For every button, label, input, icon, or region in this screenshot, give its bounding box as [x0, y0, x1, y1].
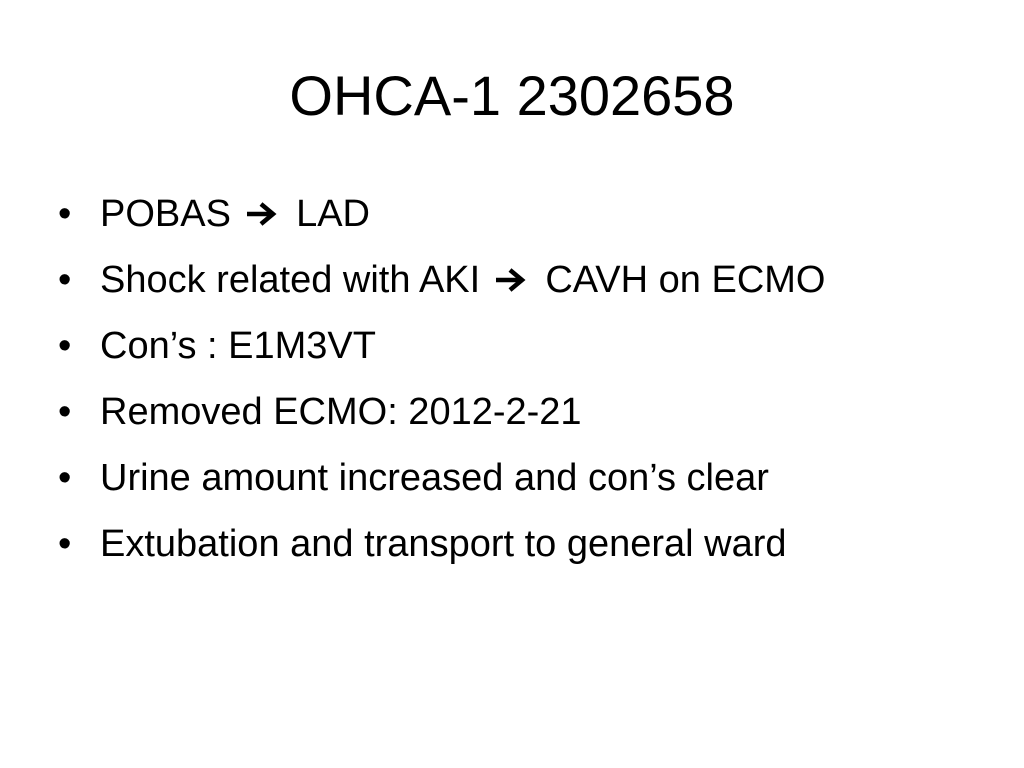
slide-title: OHCA-1 2302658 — [289, 64, 735, 127]
bullet-text-after: CAVH on ECMO — [545, 259, 826, 301]
bullet-marker: • — [58, 259, 72, 301]
bullet-list — [58, 186, 998, 582]
bullet-marker: • — [58, 391, 72, 433]
bullet-marker: • — [58, 457, 72, 499]
bullet-marker: • — [58, 325, 72, 367]
bullet-item — [58, 318, 998, 384]
bullet-marker: • — [58, 523, 72, 565]
bullet-text: Removed ECMO: 2012-2-21 — [100, 391, 582, 433]
bullet-marker: • — [58, 193, 72, 235]
arrow-right-icon — [493, 267, 527, 293]
bullet-text: Urine amount increased and con’s clear — [100, 457, 769, 499]
bullet-item — [58, 516, 998, 582]
bullet-text-before: POBAS — [100, 193, 231, 235]
bullet-item — [58, 450, 998, 516]
bullet-text: Con’s : E1M3VT — [100, 325, 376, 367]
bullet-text — [100, 252, 825, 308]
bullet-item — [58, 384, 998, 450]
bullet-text-after: LAD — [296, 193, 370, 235]
bullet-item — [58, 252, 998, 318]
bullet-item — [58, 186, 998, 252]
arrow-right-icon — [244, 201, 278, 227]
bullet-text: Extubation and transport to general ward — [100, 523, 787, 565]
bullet-text — [100, 186, 370, 242]
bullet-text-before: Shock related with AKI — [100, 259, 481, 301]
